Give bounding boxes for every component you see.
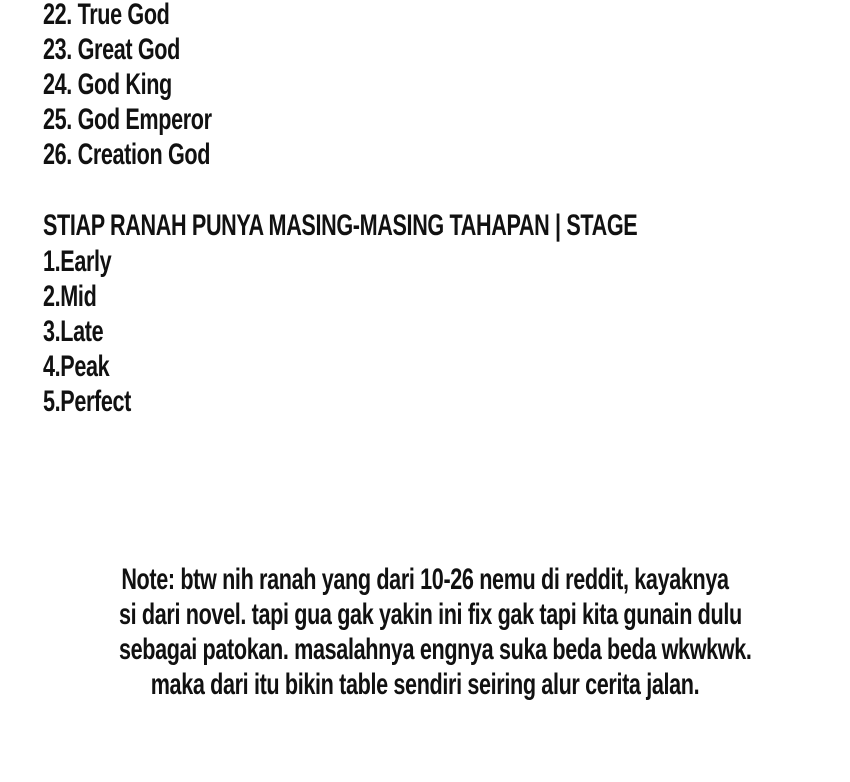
stage-item: 2.Mid — [43, 280, 97, 313]
realm-item: 22. True God — [43, 0, 170, 31]
note-line: maka dari itu bikin table sendiri seiring alur cerita jalan. — [150, 668, 700, 701]
stage-item: 5.Perfect — [43, 385, 132, 418]
realm-item: 25. God Emperor — [43, 103, 212, 136]
note-paragraph — [0, 562, 850, 702]
note-line: Note: btw nih ranah yang dari 10-26 nemu di reddit, kayaknya — [121, 563, 729, 596]
stages-heading-wrap — [43, 208, 850, 243]
stages-heading: STIAP RANAH PUNYA MASING-MASING TAHAPAN | STAGE — [43, 209, 638, 242]
stages-list — [43, 244, 165, 419]
note-line: si dari novel. tapi gua gak yakin ini fix gak tapi kita gunain dulu — [119, 598, 742, 631]
realm-item: 26. Creation God — [43, 138, 211, 171]
note-line: sebagai patokan. masalahnya engnya suka beda beda wkwkwk. — [119, 633, 752, 666]
stage-item: 1.Early — [43, 245, 112, 278]
realms-list — [43, 0, 277, 172]
stage-item: 3.Late — [43, 315, 104, 348]
realm-item: 24. God King — [43, 68, 172, 101]
realm-item: 23. Great God — [43, 33, 180, 66]
stage-item: 4.Peak — [43, 350, 110, 383]
